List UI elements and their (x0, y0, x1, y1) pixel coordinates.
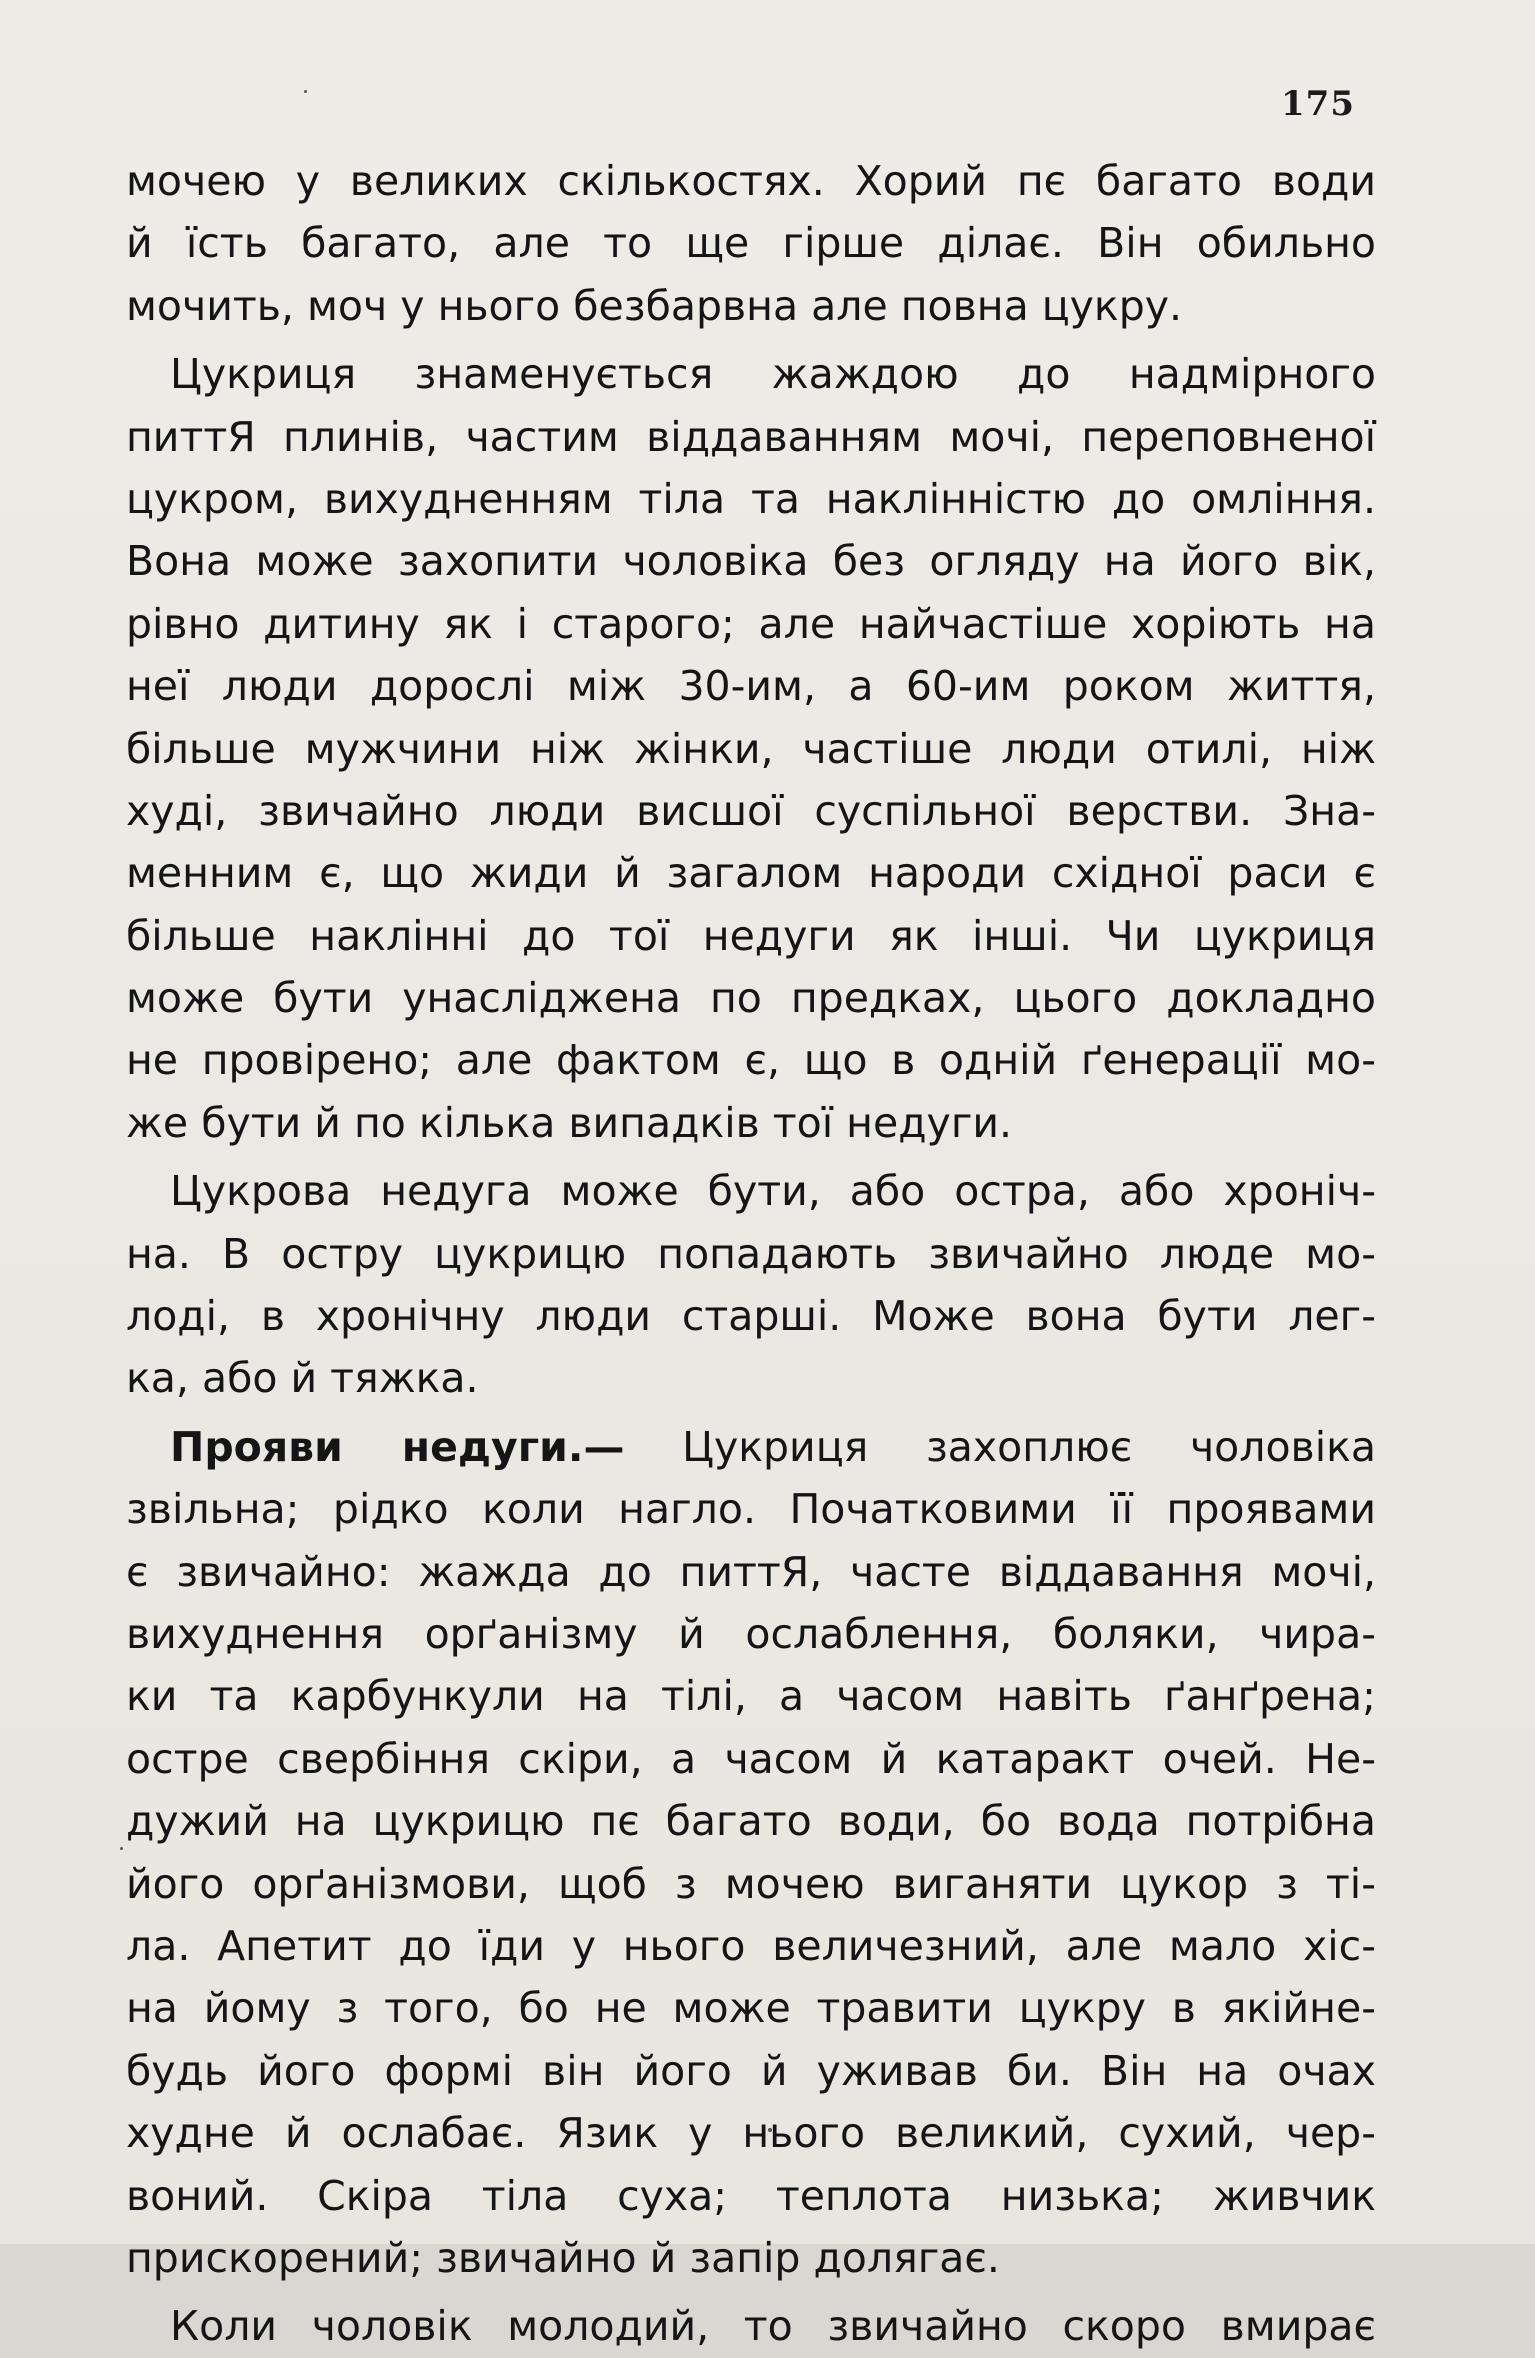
text-line: ла. Апетит до їди у нього величезний, але мало хіс- (126, 1921, 1376, 1970)
section-heading: Прояви недуги.— (170, 1422, 625, 1471)
text-line: й їсть багато, але то ще гірше ділає. Він обильно (126, 219, 1376, 268)
text-line: звільна; рідко коли нагло. Початковими її проявами (126, 1485, 1376, 1534)
text-line: цукром, вихудненням тіла та наклінністю до омління. (126, 474, 1376, 523)
text-line: худі, звичайно люди висшої суспільної верстви. Зна- (126, 786, 1376, 835)
paragraph (126, 150, 1376, 337)
text-line: рівно дитину як і старого; але найчастіше хоріють на (126, 599, 1376, 648)
text-line: його орґанізмови, щоб з мочею виганяти цукор з ті- (126, 1859, 1376, 1908)
text-line: худне й ослабає. Язик у нього великий, сухий, чер- (126, 2109, 1376, 2158)
text-line: Цукриця знаменується жаждою до надмірного (170, 350, 1376, 399)
paragraph (126, 1160, 1376, 1410)
text-line: остре свербіння скіри, а часом й катаракт очей. Не- (126, 1734, 1376, 1783)
paper-speck (304, 90, 307, 93)
text-line: мочить, моч у нього безбарвна але повна цукру. (126, 281, 1183, 330)
text-line: на йому з того, бо не може травити цукру в якійне- (126, 1984, 1376, 2033)
text-line (126, 1416, 1376, 1478)
text-line: неї люди дорослі між 30-им, а 60-им роком життя, (126, 662, 1376, 711)
text-line: ки та карбункули на тілі, а часом навіть ґанґрена; (126, 1672, 1376, 1721)
text-run: Цукриця захоплює чоловіка (682, 1422, 1376, 1471)
text-line: є звичайно: жажда до питтЯ, часте віддавання мочі, (126, 1547, 1376, 1596)
page-number: 175 (1281, 84, 1355, 124)
text-line: Коли чоловік молодий, то звичайно скоро вмирає (170, 2302, 1376, 2351)
text-line: Вона може захопити чоловіка без огляду на його вік, (126, 537, 1376, 586)
text-line: воний. Скіра тіла суха; теплота низька; живчик (126, 2171, 1376, 2220)
text-line: на. В остру цукрицю попадають звичайно люде мо- (126, 1229, 1376, 1278)
text-line: більше наклінні до тої недуги як інші. Чи цукриця (126, 911, 1376, 960)
text-line: же бути й по кілька випадків тої недуги. (126, 1098, 1013, 1147)
text-line: будь його формі він його й уживав би. Він на очах (126, 2046, 1376, 2095)
paper-speck (120, 1847, 123, 1850)
body-text (126, 150, 1376, 2358)
text-line: вихуднення орґанізму й ослаблення, боляки, чира- (126, 1609, 1376, 1658)
paragraph (126, 2295, 1376, 2357)
text-line: дужий на цукрицю пє багато води, бо вода потрібна (126, 1797, 1376, 1846)
text-line: прискорений; звичайно й запір долягає. (126, 2233, 1000, 2282)
text-line: ка, або й тяжка. (126, 1354, 479, 1403)
text-line: може бути унасліджена по предках, цього докладно (126, 974, 1376, 1023)
text-line: більше мужчини ніж жінки, частіше люди отилі, ніж (126, 724, 1376, 773)
text-line: мочею у великих скількостях. Хорий пє багато води (126, 157, 1376, 205)
text-line: питтЯ плинів, частим віддаванням мочі, переповненої (126, 412, 1376, 461)
text-line: лоді, в хронічну люди старші. Може вона бути лег- (126, 1292, 1376, 1341)
paragraph (126, 1416, 1376, 2289)
text-line: Цукрова недуга може бути, або остра, або хроніч- (170, 1167, 1376, 1216)
text-line: менним є, що жиди й загалом народи східної раси є (126, 849, 1376, 898)
text-line: не провірено; але фактом є, що в одній ґенерації мо- (126, 1036, 1376, 1085)
paragraph (126, 343, 1376, 1154)
